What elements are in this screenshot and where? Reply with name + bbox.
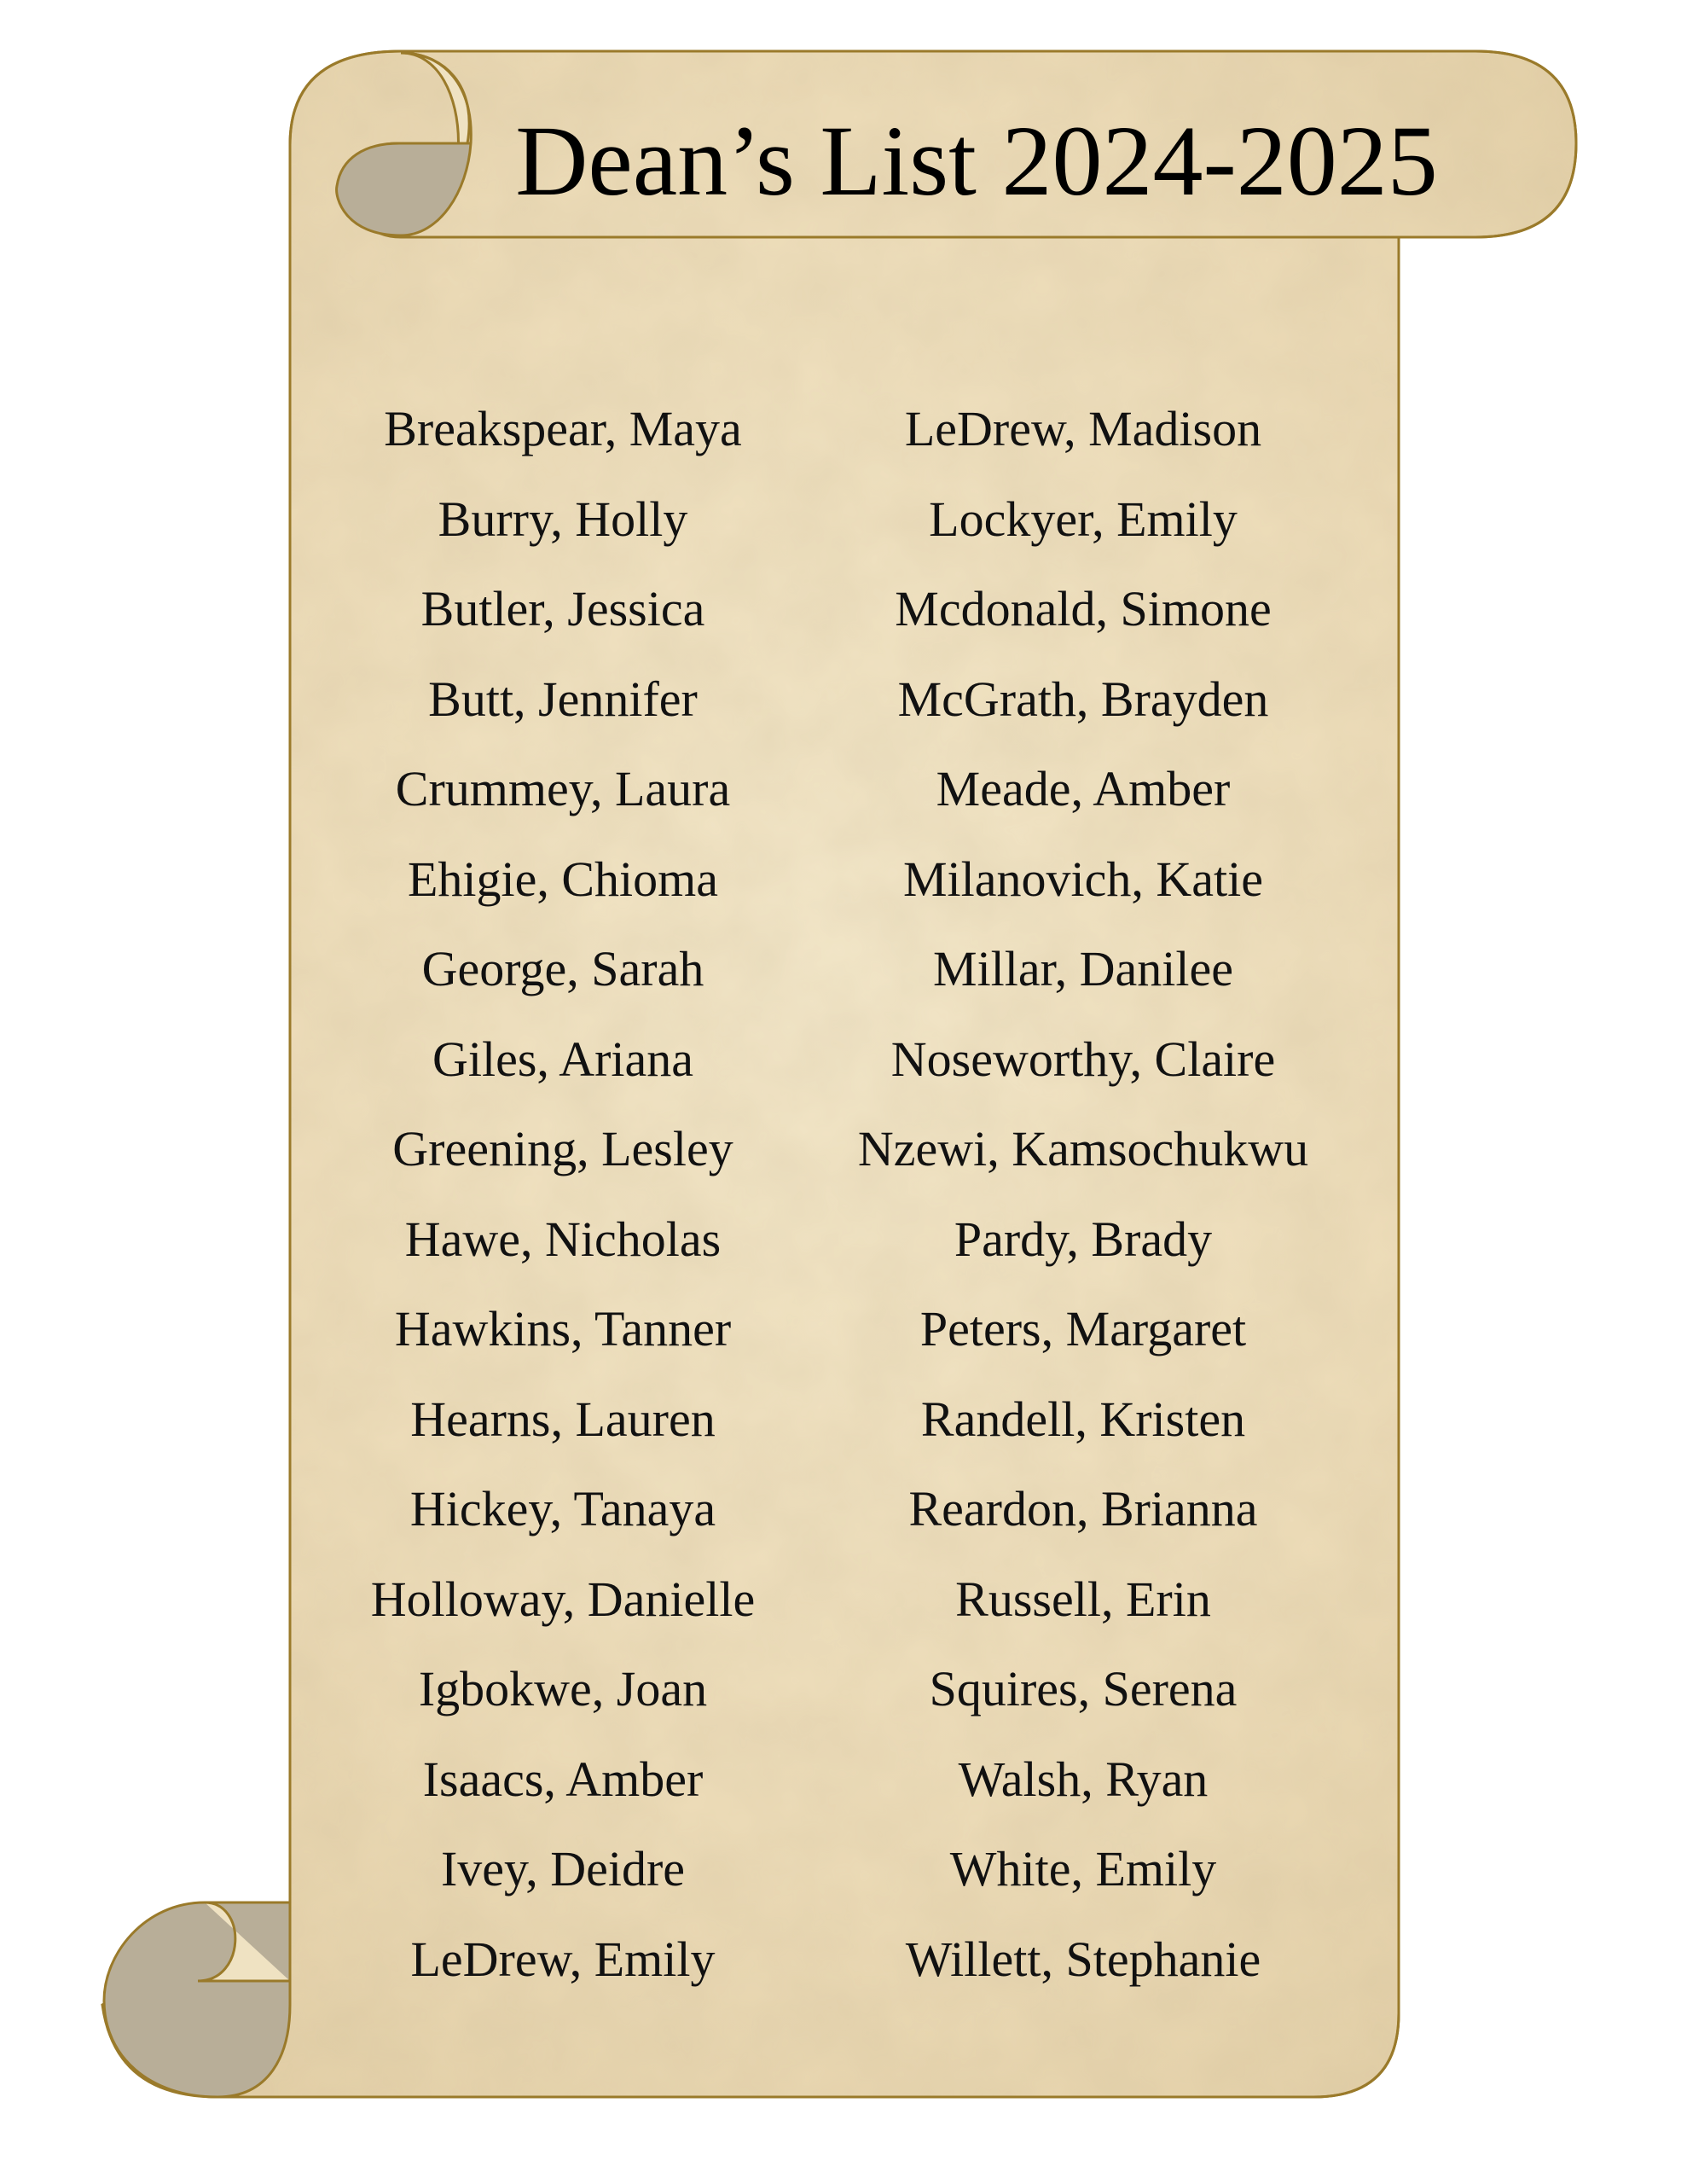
list-item: Lockyer, Emily: [929, 491, 1238, 547]
list-item: Crummey, Laura: [395, 761, 731, 816]
list-item: Meade, Amber: [936, 761, 1231, 816]
list-item: Willett, Stephanie: [905, 1931, 1261, 1987]
list-item: Mcdonald, Simone: [895, 581, 1272, 636]
names-column-right: [810, 384, 1356, 2004]
list-item: Millar, Danilee: [933, 941, 1233, 996]
list-item: Ehigie, Chioma: [407, 851, 719, 907]
list-item: McGrath, Brayden: [897, 671, 1269, 727]
list-item: Holloway, Danielle: [370, 1571, 756, 1627]
list-item: Randell, Kristen: [920, 1391, 1246, 1447]
list-item: Greening, Lesley: [392, 1121, 733, 1176]
list-item: Squires, Serena: [929, 1661, 1238, 1716]
list-item: Milanovich, Katie: [902, 851, 1263, 907]
list-item: Giles, Ariana: [432, 1031, 694, 1087]
list-item: Ivey, Deidre: [440, 1841, 686, 1896]
page-title: Dean’s List 2024-2025: [515, 105, 1438, 217]
list-item: Peters, Margaret: [919, 1301, 1247, 1356]
list-item: Hawe, Nicholas: [404, 1211, 722, 1267]
list-item: Hickey, Tanaya: [409, 1481, 716, 1536]
list-item: Russell, Erin: [955, 1571, 1211, 1627]
list-item: Isaacs, Amber: [422, 1751, 704, 1807]
list-item: Nzewi, Kamsochukwu: [857, 1121, 1309, 1176]
list-item: Igbokwe, Joan: [418, 1661, 708, 1716]
list-item: Noseworthy, Claire: [890, 1031, 1276, 1087]
bottom-curl: [104, 1902, 290, 2097]
list-item: LeDrew, Madison: [904, 401, 1262, 456]
list-item: Hawkins, Tanner: [394, 1301, 732, 1356]
list-item: Reardon, Brianna: [908, 1481, 1258, 1536]
list-item: Butler, Jessica: [420, 581, 705, 636]
list-item: George, Sarah: [421, 941, 704, 996]
list-item: Butt, Jennifer: [428, 671, 698, 727]
list-item: Walsh, Ryan: [958, 1751, 1209, 1807]
list-item: Burry, Holly: [438, 491, 688, 547]
names-column-left: [290, 384, 836, 2004]
list-item: White, Emily: [949, 1841, 1217, 1896]
list-item: Pardy, Brady: [954, 1211, 1213, 1267]
list-item: Breakspear, Maya: [384, 401, 742, 456]
list-item: LeDrew, Emily: [410, 1931, 716, 1987]
list-item: Hearns, Lauren: [410, 1391, 716, 1447]
